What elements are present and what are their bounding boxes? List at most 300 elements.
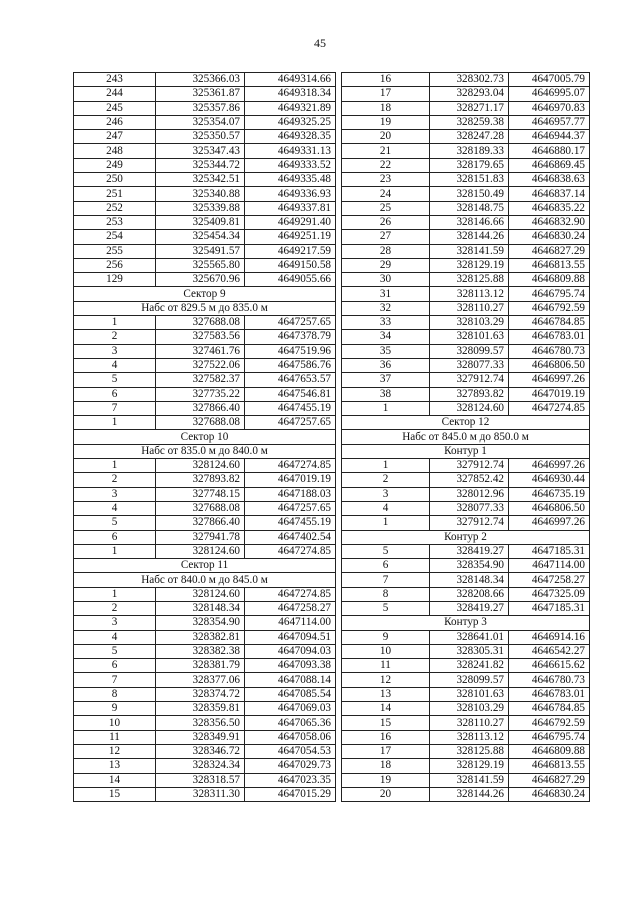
point-number: 3 [342, 487, 430, 501]
point-number: 18 [342, 759, 430, 773]
x-coordinate: 325409.81 [156, 215, 245, 229]
table-row [342, 301, 590, 315]
table-row [342, 244, 590, 258]
x-coordinate: 328354.90 [156, 616, 245, 630]
y-coordinate: 4647257.65 [245, 416, 336, 430]
table-row [342, 101, 590, 115]
point-number: 2 [74, 601, 156, 615]
point-number: 129 [74, 273, 156, 287]
table-row [74, 787, 336, 801]
y-coordinate: 4647274.85 [245, 459, 336, 473]
point-number: 21 [342, 144, 430, 158]
table-row [342, 573, 590, 587]
section-header-row [342, 430, 590, 444]
x-coordinate: 328151.83 [430, 173, 509, 187]
table-row [74, 702, 336, 716]
y-coordinate: 4647093.38 [245, 659, 336, 673]
x-coordinate: 327748.15 [156, 487, 245, 501]
point-number: 14 [74, 773, 156, 787]
point-number: 11 [74, 730, 156, 744]
point-number: 2 [74, 473, 156, 487]
y-coordinate: 4647258.27 [509, 573, 590, 587]
point-number: 24 [342, 187, 430, 201]
x-coordinate: 327582.37 [156, 373, 245, 387]
point-number: 12 [342, 673, 430, 687]
section-header-row [74, 287, 336, 301]
point-number: 253 [74, 215, 156, 229]
y-coordinate: 4647094.03 [245, 644, 336, 658]
table-row [74, 630, 336, 644]
y-coordinate: 4646830.24 [509, 230, 590, 244]
point-number: 2 [342, 473, 430, 487]
y-coordinate: 4647519.96 [245, 344, 336, 358]
point-number: 4 [342, 501, 430, 515]
x-coordinate: 328349.91 [156, 730, 245, 744]
y-coordinate: 4647402.54 [245, 530, 336, 544]
x-coordinate: 328359.81 [156, 702, 245, 716]
x-coordinate: 325491.57 [156, 244, 245, 258]
point-number: 37 [342, 373, 430, 387]
y-coordinate: 4649055.66 [245, 273, 336, 287]
y-coordinate: 4647005.79 [509, 73, 590, 87]
x-coordinate: 328124.60 [156, 459, 245, 473]
y-coordinate: 4647546.81 [245, 387, 336, 401]
table-row [342, 73, 590, 87]
y-coordinate: 4646813.55 [509, 759, 590, 773]
point-number: 18 [342, 101, 430, 115]
table-row [74, 473, 336, 487]
x-coordinate: 327461.76 [156, 344, 245, 358]
point-number: 250 [74, 173, 156, 187]
y-coordinate: 4647088.14 [245, 673, 336, 687]
section-header-row [74, 301, 336, 315]
y-coordinate: 4646780.73 [509, 673, 590, 687]
table-row [342, 601, 590, 615]
x-coordinate: 328099.57 [430, 344, 509, 358]
coordinate-tables [73, 72, 590, 802]
section-header: Контур 3 [342, 616, 590, 630]
y-coordinate: 4646792.59 [509, 716, 590, 730]
y-coordinate: 4646792.59 [509, 301, 590, 315]
y-coordinate: 4647257.65 [245, 501, 336, 515]
y-coordinate: 4646837.14 [509, 187, 590, 201]
y-coordinate: 4646827.29 [509, 773, 590, 787]
x-coordinate: 328125.88 [430, 273, 509, 287]
y-coordinate: 4647455.19 [245, 516, 336, 530]
table-row [74, 530, 336, 544]
x-coordinate: 325347.43 [156, 144, 245, 158]
x-coordinate: 328012.96 [430, 487, 509, 501]
x-coordinate: 327688.08 [156, 501, 245, 515]
point-number: 3 [74, 616, 156, 630]
table-row [74, 744, 336, 758]
x-coordinate: 328208.66 [430, 587, 509, 601]
table-row [74, 416, 336, 430]
section-header-row [74, 430, 336, 444]
section-header: Сектор 9 [74, 287, 336, 301]
section-header-row [342, 416, 590, 430]
x-coordinate: 325342.51 [156, 173, 245, 187]
point-number: 252 [74, 201, 156, 215]
point-number: 17 [342, 744, 430, 758]
table-row [74, 273, 336, 287]
y-coordinate: 4649314.66 [245, 73, 336, 87]
page-number: 45 [314, 36, 326, 50]
table-row [74, 730, 336, 744]
left-coordinate-table [73, 72, 336, 802]
point-number: 249 [74, 158, 156, 172]
x-coordinate: 325357.86 [156, 101, 245, 115]
point-number: 246 [74, 115, 156, 129]
x-coordinate: 328077.33 [430, 358, 509, 372]
point-number: 29 [342, 258, 430, 272]
y-coordinate: 4646835.22 [509, 201, 590, 215]
table-row [74, 130, 336, 144]
x-coordinate: 328110.27 [430, 716, 509, 730]
section-header: Контур 2 [342, 530, 590, 544]
table-row [74, 344, 336, 358]
section-header-row [342, 444, 590, 458]
section-header: Сектор 12 [342, 416, 590, 430]
point-number: 245 [74, 101, 156, 115]
y-coordinate: 4647019.19 [509, 387, 590, 401]
x-coordinate: 325366.03 [156, 73, 245, 87]
table-row [342, 401, 590, 415]
table-row [74, 587, 336, 601]
y-coordinate: 4646809.88 [509, 273, 590, 287]
point-number: 10 [74, 716, 156, 730]
table-row [342, 230, 590, 244]
x-coordinate: 328146.66 [430, 215, 509, 229]
point-number: 5 [74, 644, 156, 658]
y-coordinate: 4646995.07 [509, 87, 590, 101]
point-number: 3 [74, 487, 156, 501]
point-number: 4 [74, 358, 156, 372]
table-row [342, 173, 590, 187]
y-coordinate: 4647185.31 [509, 601, 590, 615]
table-row [74, 201, 336, 215]
x-coordinate: 328150.49 [430, 187, 509, 201]
y-coordinate: 4649321.89 [245, 101, 336, 115]
y-coordinate: 4649335.48 [245, 173, 336, 187]
table-row [342, 659, 590, 673]
y-coordinate: 4646615.62 [509, 659, 590, 673]
x-coordinate: 327866.40 [156, 516, 245, 530]
table-row [342, 144, 590, 158]
table-row [74, 73, 336, 87]
x-coordinate: 325354.07 [156, 115, 245, 129]
point-number: 32 [342, 301, 430, 315]
point-number: 35 [342, 344, 430, 358]
table-row [74, 544, 336, 558]
table-row [74, 759, 336, 773]
table-row [74, 716, 336, 730]
x-coordinate: 325339.88 [156, 201, 245, 215]
x-coordinate: 328113.12 [430, 730, 509, 744]
x-coordinate: 327893.82 [430, 387, 509, 401]
y-coordinate: 4646970.83 [509, 101, 590, 115]
point-number: 20 [342, 787, 430, 801]
y-coordinate: 4646780.73 [509, 344, 590, 358]
y-coordinate: 4647274.85 [509, 401, 590, 415]
x-coordinate: 328382.81 [156, 630, 245, 644]
point-number: 251 [74, 187, 156, 201]
point-number: 17 [342, 87, 430, 101]
point-number: 254 [74, 230, 156, 244]
y-coordinate: 4647258.27 [245, 601, 336, 615]
x-coordinate: 328124.60 [156, 587, 245, 601]
table-row [74, 230, 336, 244]
table-row [342, 344, 590, 358]
point-number: 38 [342, 387, 430, 401]
y-coordinate: 4646930.44 [509, 473, 590, 487]
point-number: 6 [74, 659, 156, 673]
x-coordinate: 328103.29 [430, 702, 509, 716]
point-number: 36 [342, 358, 430, 372]
x-coordinate: 328144.26 [430, 230, 509, 244]
x-coordinate: 328419.27 [430, 544, 509, 558]
x-coordinate: 328377.06 [156, 673, 245, 687]
y-coordinate: 4647653.57 [245, 373, 336, 387]
x-coordinate: 325344.72 [156, 158, 245, 172]
table-row [342, 287, 590, 301]
table-row [342, 730, 590, 744]
y-coordinate: 4647257.65 [245, 316, 336, 330]
y-coordinate: 4649251.19 [245, 230, 336, 244]
x-coordinate: 328189.33 [430, 144, 509, 158]
y-coordinate: 4647029.73 [245, 759, 336, 773]
point-number: 5 [342, 544, 430, 558]
section-header-row [342, 616, 590, 630]
x-coordinate: 328124.60 [430, 401, 509, 415]
table-row [74, 687, 336, 701]
point-number: 10 [342, 644, 430, 658]
point-number: 16 [342, 730, 430, 744]
x-coordinate: 328129.19 [430, 759, 509, 773]
x-coordinate: 325454.34 [156, 230, 245, 244]
table-row [342, 201, 590, 215]
y-coordinate: 4646795.74 [509, 287, 590, 301]
point-number: 7 [74, 673, 156, 687]
y-coordinate: 4646806.50 [509, 501, 590, 515]
y-coordinate: 4647185.31 [509, 544, 590, 558]
point-number: 4 [74, 630, 156, 644]
x-coordinate: 328356.50 [156, 716, 245, 730]
x-coordinate: 327688.08 [156, 416, 245, 430]
section-header-row [342, 530, 590, 544]
point-number: 4 [74, 501, 156, 515]
point-number: 26 [342, 215, 430, 229]
x-coordinate: 328103.29 [430, 316, 509, 330]
table-row [342, 759, 590, 773]
point-number: 14 [342, 702, 430, 716]
x-coordinate: 328271.17 [430, 101, 509, 115]
table-row [342, 330, 590, 344]
y-coordinate: 4646542.27 [509, 644, 590, 658]
y-coordinate: 4646997.26 [509, 373, 590, 387]
table-row [342, 587, 590, 601]
x-coordinate: 328318.57 [156, 773, 245, 787]
table-row [342, 744, 590, 758]
x-coordinate: 328247.28 [430, 130, 509, 144]
y-coordinate: 4646735.19 [509, 487, 590, 501]
y-coordinate: 4647015.29 [245, 787, 336, 801]
y-coordinate: 4646827.29 [509, 244, 590, 258]
y-coordinate: 4649291.40 [245, 215, 336, 229]
table-row [342, 115, 590, 129]
point-number: 5 [74, 516, 156, 530]
x-coordinate: 328179.65 [430, 158, 509, 172]
point-number: 19 [342, 773, 430, 787]
table-row [74, 258, 336, 272]
table-row [74, 644, 336, 658]
point-number: 6 [74, 530, 156, 544]
y-coordinate: 4646809.88 [509, 744, 590, 758]
x-coordinate: 328311.30 [156, 787, 245, 801]
x-coordinate: 328141.59 [430, 244, 509, 258]
point-number: 13 [74, 759, 156, 773]
table-row [342, 544, 590, 558]
table-row [74, 659, 336, 673]
y-coordinate: 4646783.01 [509, 687, 590, 701]
point-number: 248 [74, 144, 156, 158]
y-coordinate: 4647023.35 [245, 773, 336, 787]
y-coordinate: 4647586.76 [245, 358, 336, 372]
table-row [342, 130, 590, 144]
table-row [342, 373, 590, 387]
table-row [74, 244, 336, 258]
table-row [342, 501, 590, 515]
table-row [74, 173, 336, 187]
table-row [342, 158, 590, 172]
point-number: 247 [74, 130, 156, 144]
y-coordinate: 4649217.59 [245, 244, 336, 258]
y-coordinate: 4646813.55 [509, 258, 590, 272]
table-row [342, 687, 590, 701]
y-coordinate: 4646784.85 [509, 316, 590, 330]
table-row [342, 773, 590, 787]
y-coordinate: 4646795.74 [509, 730, 590, 744]
table-row [342, 630, 590, 644]
y-coordinate: 4647325.09 [509, 587, 590, 601]
x-coordinate: 327912.74 [430, 516, 509, 530]
table-row [74, 387, 336, 401]
x-coordinate: 325361.87 [156, 87, 245, 101]
point-number: 255 [74, 244, 156, 258]
point-number: 25 [342, 201, 430, 215]
table-row [342, 459, 590, 473]
point-number: 1 [74, 587, 156, 601]
point-number: 1 [74, 316, 156, 330]
x-coordinate: 328293.04 [430, 87, 509, 101]
table-row [74, 773, 336, 787]
right-coordinate-table [341, 72, 590, 802]
y-coordinate: 4646997.26 [509, 516, 590, 530]
x-coordinate: 328419.27 [430, 601, 509, 615]
point-number: 1 [74, 544, 156, 558]
y-coordinate: 4646957.77 [509, 115, 590, 129]
point-number: 6 [342, 559, 430, 573]
table-row [74, 501, 336, 515]
y-coordinate: 4649328.35 [245, 130, 336, 144]
point-number: 11 [342, 659, 430, 673]
point-number: 15 [74, 787, 156, 801]
point-number: 2 [74, 330, 156, 344]
table-row [342, 559, 590, 573]
table-row [342, 644, 590, 658]
point-number: 16 [342, 73, 430, 87]
section-header: Набс от 829.5 м до 835.0 м [74, 301, 336, 315]
section-header-row [74, 573, 336, 587]
table-row [74, 115, 336, 129]
point-number: 256 [74, 258, 156, 272]
x-coordinate: 328148.75 [430, 201, 509, 215]
x-coordinate: 328113.12 [430, 287, 509, 301]
x-coordinate: 328110.27 [430, 301, 509, 315]
y-coordinate: 4646832.90 [509, 215, 590, 229]
point-number: 1 [342, 516, 430, 530]
point-number: 15 [342, 716, 430, 730]
x-coordinate: 328101.63 [430, 687, 509, 701]
y-coordinate: 4647085.54 [245, 687, 336, 701]
x-coordinate: 328129.19 [430, 258, 509, 272]
x-coordinate: 327735.22 [156, 387, 245, 401]
y-coordinate: 4646783.01 [509, 330, 590, 344]
point-number: 30 [342, 273, 430, 287]
section-header: Набс от 845.0 м до 850.0 м [342, 430, 590, 444]
point-number: 28 [342, 244, 430, 258]
table-row [342, 516, 590, 530]
table-row [74, 673, 336, 687]
point-number: 27 [342, 230, 430, 244]
table-row [74, 601, 336, 615]
table-row [74, 187, 336, 201]
x-coordinate: 327912.74 [430, 373, 509, 387]
y-coordinate: 4647274.85 [245, 587, 336, 601]
y-coordinate: 4647058.06 [245, 730, 336, 744]
point-number: 6 [74, 387, 156, 401]
y-coordinate: 4649150.58 [245, 258, 336, 272]
table-row [342, 716, 590, 730]
x-coordinate: 328241.82 [430, 659, 509, 673]
point-number: 33 [342, 316, 430, 330]
point-number: 9 [74, 702, 156, 716]
y-coordinate: 4647065.36 [245, 716, 336, 730]
table-row [74, 358, 336, 372]
x-coordinate: 328099.57 [430, 673, 509, 687]
y-coordinate: 4647069.03 [245, 702, 336, 716]
table-row [74, 158, 336, 172]
point-number: 1 [342, 401, 430, 415]
x-coordinate: 328144.26 [430, 787, 509, 801]
table-row [342, 787, 590, 801]
table-row [342, 87, 590, 101]
y-coordinate: 4649336.93 [245, 187, 336, 201]
point-number: 34 [342, 330, 430, 344]
y-coordinate: 4646830.24 [509, 787, 590, 801]
point-number: 1 [342, 459, 430, 473]
section-header: Сектор 11 [74, 559, 336, 573]
x-coordinate: 328382.38 [156, 644, 245, 658]
table-row [342, 473, 590, 487]
x-coordinate: 328374.72 [156, 687, 245, 701]
section-header: Контур 1 [342, 444, 590, 458]
y-coordinate: 4647114.00 [245, 616, 336, 630]
table-row [342, 187, 590, 201]
y-coordinate: 4649318.34 [245, 87, 336, 101]
point-number: 7 [342, 573, 430, 587]
y-coordinate: 4646944.37 [509, 130, 590, 144]
